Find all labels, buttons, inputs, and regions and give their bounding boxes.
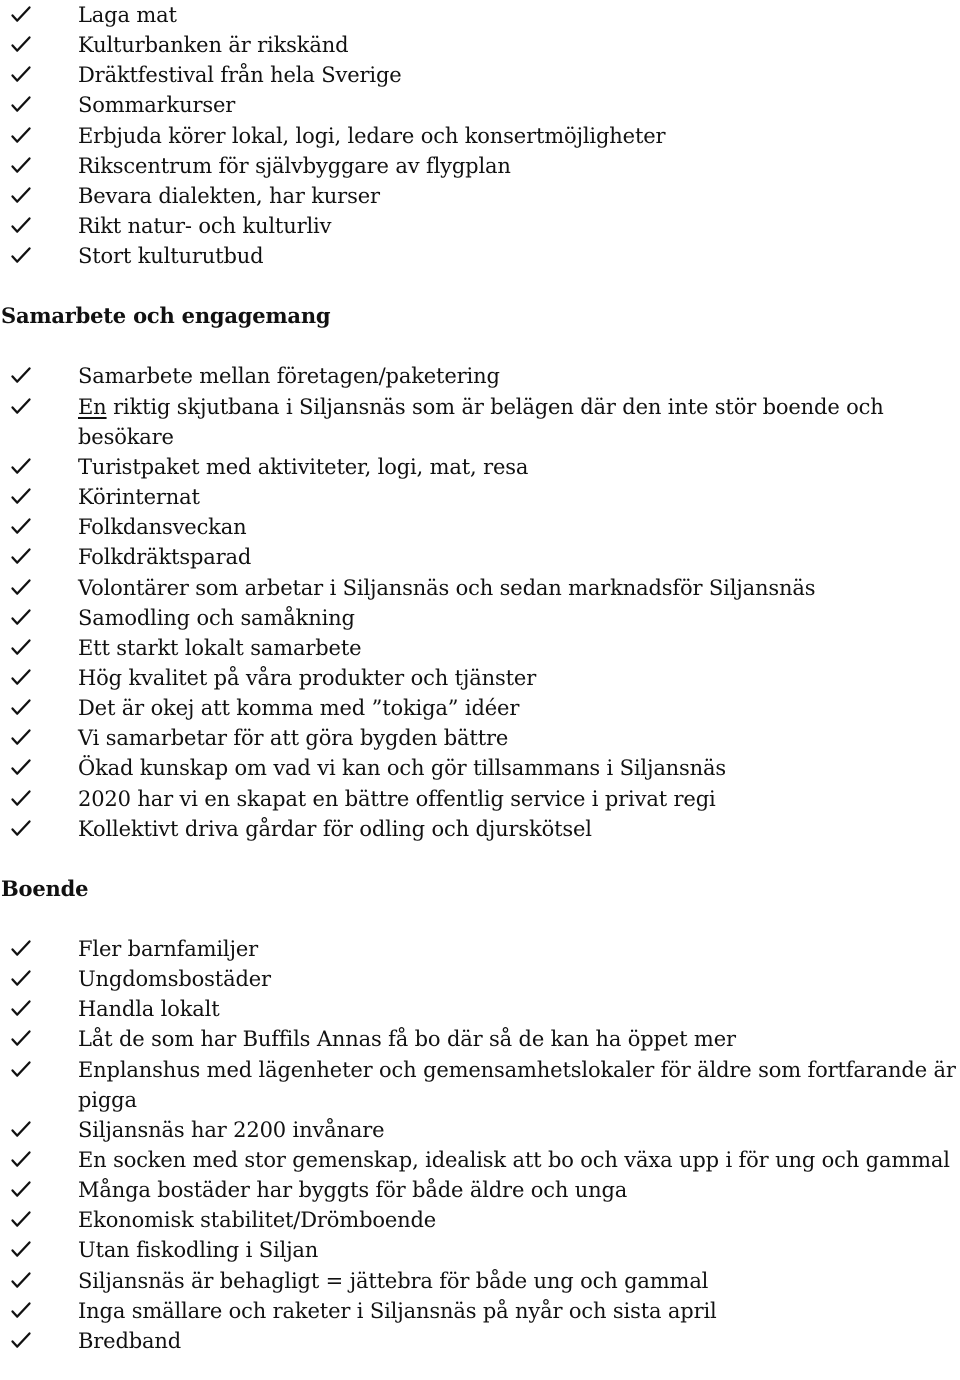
list-item-text: Vi samarbetar för att göra bygden bättre [78,726,509,751]
checkmark-icon [10,964,32,994]
list-item-text: Bredband [78,1328,182,1353]
list-item-text: Ett starkt lokalt samarbete [78,635,362,660]
list-item-text: riktig skjutbana i Siljansnäs som är belägen där den inte stör boende och besökare [78,394,884,449]
checkmark-icon [10,1205,32,1235]
list-item [0,30,960,60]
checkmark-icon [10,211,32,241]
list-item [0,512,960,542]
list-item [0,723,960,753]
list-item [0,1266,960,1296]
list-item-text: Siljansnäs är behagligt = jättebra för både ung och gammal [78,1268,709,1293]
list-item [0,573,960,603]
list-item [0,1235,960,1265]
list-item-text: Handla lokalt [78,997,220,1022]
list-item-text: Turistpaket med aktiviteter, logi, mat, resa [78,454,529,479]
checkmark-icon [10,361,32,391]
list-item-text: Körinternat [78,485,200,510]
list-item [0,663,960,693]
checkmark-icon [10,241,32,271]
checkmark-icon [10,934,32,964]
list-item-text: Ökad kunskap om vad vi kan och gör tillsammans i Siljansnäs [78,756,727,781]
list-item [0,1055,960,1115]
section-heading-boende: Boende [1,875,89,901]
checkmark-icon [10,452,32,482]
list-item-text: Bevara dialekten, har kurser [78,183,380,208]
list-item-text: Dräktfestival från hela Sverige [78,63,402,88]
list-item-text: Hög kvalitet på våra produkter och tjänster [78,665,537,690]
checkmark-icon [10,60,32,90]
section-heading-samarbete: Samarbete och engagemang [1,303,331,329]
list-item-text: Erbjuda körer lokal, logi, ledare och konsertmöjligheter [78,123,666,148]
list-item [0,603,960,633]
list-item-text: Utan fiskodling i Siljan [78,1238,319,1263]
underlined-word: En [78,394,107,419]
list-item [0,1205,960,1235]
checkmark-icon [10,1024,32,1054]
list-item [0,784,960,814]
list-item-text: Ungdomsbostäder [78,967,271,992]
list-item-text: Kollektivt driva gårdar för odling och djurskötsel [78,816,592,841]
checkmark-icon [10,482,32,512]
spacer [0,844,960,874]
list-item-text: 2020 har vi en skapat en bättre offentlig service i privat regi [78,786,716,811]
list-item-text: Samodling och samåkning [78,605,355,630]
list-item-text: Sommarkurser [78,93,236,118]
checkmark-icon [10,1235,32,1265]
list-item-text: Fler barnfamiljer [78,936,259,961]
list-item-text: Volontärer som arbetar i Siljansnäs och sedan marknadsför Siljansnäs [78,575,816,600]
checkmark-icon [10,663,32,693]
list-item [0,994,960,1024]
list-item-text: Rikscentrum för självbyggare av flygplan [78,153,511,178]
checkmark-icon [10,753,32,783]
list-item-text: Folkdräktsparad [78,545,252,570]
list-item [0,964,960,994]
list-item [0,60,960,90]
checkmark-icon [10,1266,32,1296]
list-item-text: Kulturbanken är rikskänd [78,33,349,58]
checkmark-icon [10,573,32,603]
list-item [0,814,960,844]
checkmark-icon [10,693,32,723]
list-item-text: Siljansnäs har 2200 invånare [78,1117,385,1142]
list-item-text: Samarbete mellan företagen/paketering [78,364,500,389]
checkmark-icon [10,1175,32,1205]
checklist-samarbete [0,361,960,844]
checkmark-icon [10,633,32,663]
list-item-text: Ekonomisk stabilitet/Drömboende [78,1208,437,1233]
list-item [0,151,960,181]
list-item [0,693,960,723]
checkmark-icon [10,1115,32,1145]
list-item [0,1296,960,1326]
list-item-text: En socken med stor gemenskap, idealisk att bo och växa upp i för ung och gammal [78,1148,950,1172]
list-item [0,90,960,120]
checkmark-icon [10,1055,32,1085]
list-item [0,121,960,151]
spacer [0,904,960,934]
checkmark-icon [10,784,32,814]
checkmark-icon [10,121,32,151]
list-item-text: Det är okej att komma med ”tokiga” idéer [78,696,520,721]
checkmark-icon [10,1296,32,1326]
list-item [0,1175,960,1205]
checkmark-icon [10,603,32,633]
checkmark-icon [10,542,32,572]
list-item [0,211,960,241]
list-item-text: Laga mat [78,3,177,27]
list-item [0,181,960,211]
list-item [0,1024,960,1054]
list-item [0,1115,960,1145]
checkmark-icon [10,90,32,120]
list-item-text: Rikt natur- och kulturliv [78,214,332,239]
checkmark-icon [10,723,32,753]
list-item [0,392,960,452]
list-item-text: Låt de som har Buffils Annas få bo där så de kan ha öppet mer [78,1027,736,1052]
checkmark-icon [10,1326,32,1356]
list-item [0,361,960,391]
checkmark-icon [10,994,32,1024]
checkmark-icon [10,392,32,422]
list-item [0,633,960,663]
list-item-text: Folkdansveckan [78,515,247,540]
checkmark-icon [10,1145,32,1175]
list-item [0,482,960,512]
checklist-boende [0,934,960,1356]
list-item-text: Stort kulturutbud [78,244,264,269]
list-item [0,452,960,482]
list-item [0,753,960,783]
checkmark-icon [10,30,32,60]
list-item-text: Enplanshus med lägenheter och gemensamhetslokaler för äldre som fortfarande är pigga [78,1057,956,1112]
checkmark-icon [10,181,32,211]
list-item [0,0,960,30]
list-item [0,542,960,572]
list-item [0,1145,960,1175]
list-item [0,934,960,964]
list-item-text: Inga smällare och raketer i Siljansnäs på nyår och sista april [78,1298,717,1323]
checkmark-icon [10,512,32,542]
spacer [0,331,960,361]
checkmark-icon [10,151,32,181]
list-item [0,1326,960,1356]
list-item-text: Många bostäder har byggts för både äldre och unga [78,1178,628,1203]
checkmark-icon [10,0,32,30]
checklist-culture [0,0,960,271]
checkmark-icon [10,814,32,844]
spacer [0,271,960,301]
list-item [0,241,960,271]
